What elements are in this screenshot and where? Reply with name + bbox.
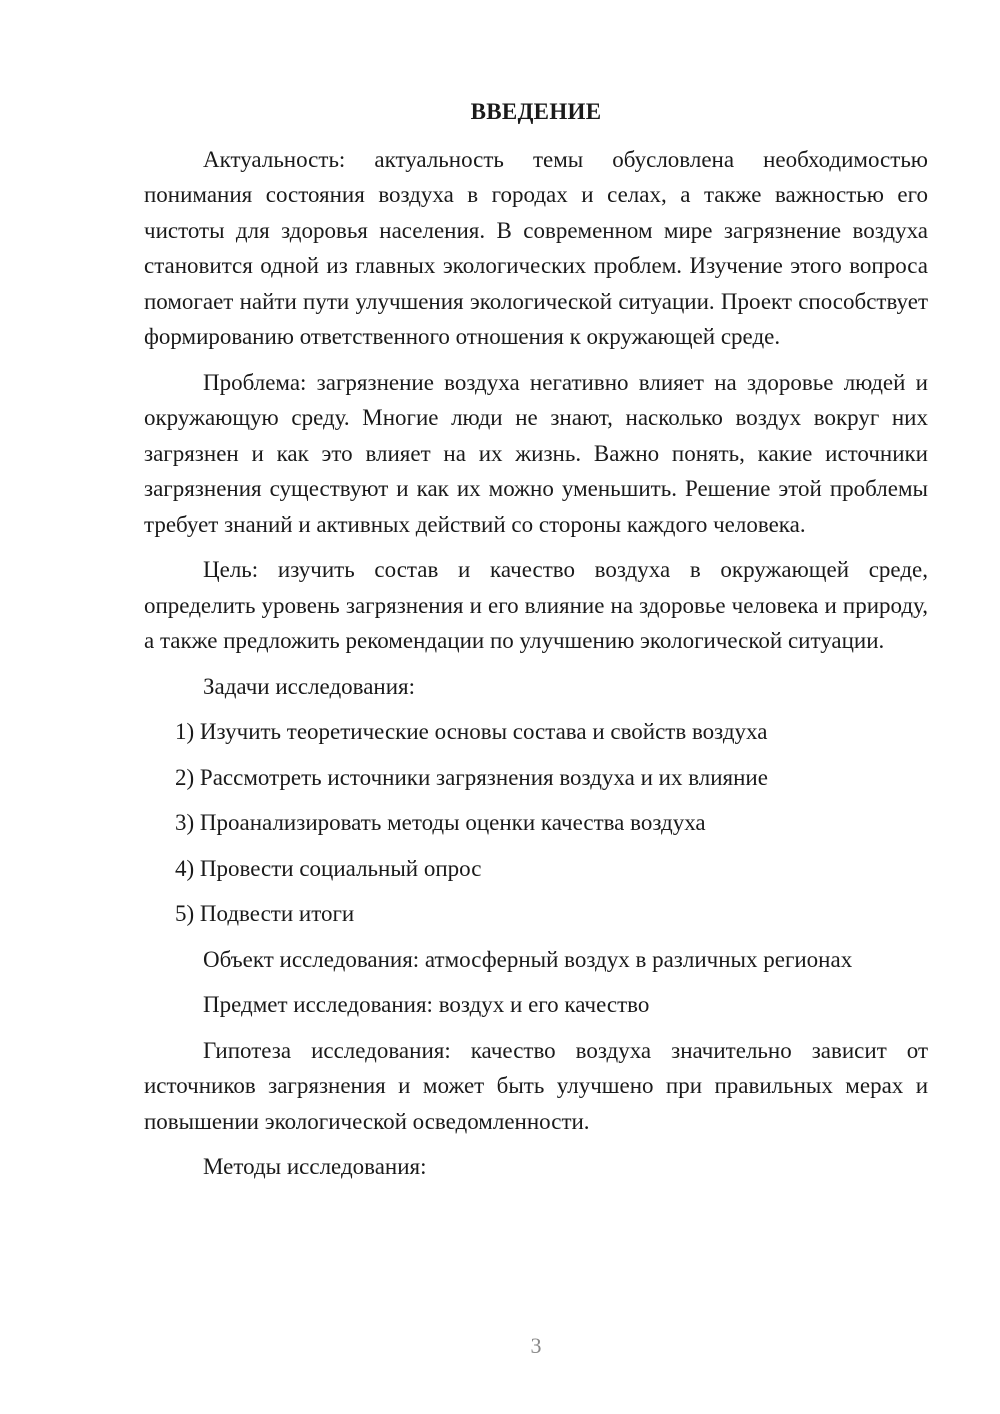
task-item-4: 4) Провести социальный опрос	[175, 855, 482, 881]
problem-paragraph: Проблема: загрязнение воздуха негативно влияет на здоровье людей и окружающую среду. Многие люди не знают, насколько воздух вокруг них загрязнен и как это влияет на их жизнь. Важно понять, какие источники загрязнения существуют и как их можно уменьшить. Решение этой проблемы требует знаний и активных действий со стороны каждого человека.	[144, 369, 928, 537]
tasks-heading: Задачи исследования:	[203, 673, 416, 699]
goal-paragraph: Цель: изучить состав и качество воздуха в окружающей среде, определить уровень загрязнения и его влияние на здоровье человека и природу, а также предложить рекомендации по улучшению экологической ситуации.	[144, 557, 928, 653]
tasks-list	[144, 714, 928, 932]
section-title: ВВЕДЕНИЕ	[470, 99, 602, 124]
page-content	[144, 94, 928, 1195]
research-object: Объект исследования: атмосферный воздух в различных регионах	[203, 946, 853, 972]
task-item-5: 5) Подвести итоги	[175, 901, 355, 926]
hypothesis-paragraph: Гипотеза исследования: качество воздуха значительно зависит от источников загрязнения и может быть улучшено при правильных мерах и повышении экологической осведомленности.	[144, 1037, 928, 1134]
task-item-3: 3) Проанализировать методы оценки качества воздуха	[175, 810, 706, 835]
research-subject: Предмет исследования: воздух и его качество	[203, 992, 650, 1017]
relevance-paragraph: Актуальность: актуальность темы обусловлена необходимостью понимания состояния воздуха в городах и селах, а также важностью его чистоты для здоровья населения. В современном мире загрязнение воздуха становится одной из главных экологических проблем. Изучение этого вопроса помогает найти пути улучшения экологической ситуации. Проект способствует формированию ответственного отношения к окружающей среде.	[144, 146, 928, 349]
task-item-2: 2) Рассмотреть источники загрязнения воздуха и их влияние	[175, 764, 768, 790]
page-number: 3	[530, 1333, 542, 1358]
task-item-1: 1) Изучить теоретические основы состава и свойств воздуха	[175, 719, 768, 744]
methods-heading: Методы исследования:	[203, 1154, 427, 1179]
